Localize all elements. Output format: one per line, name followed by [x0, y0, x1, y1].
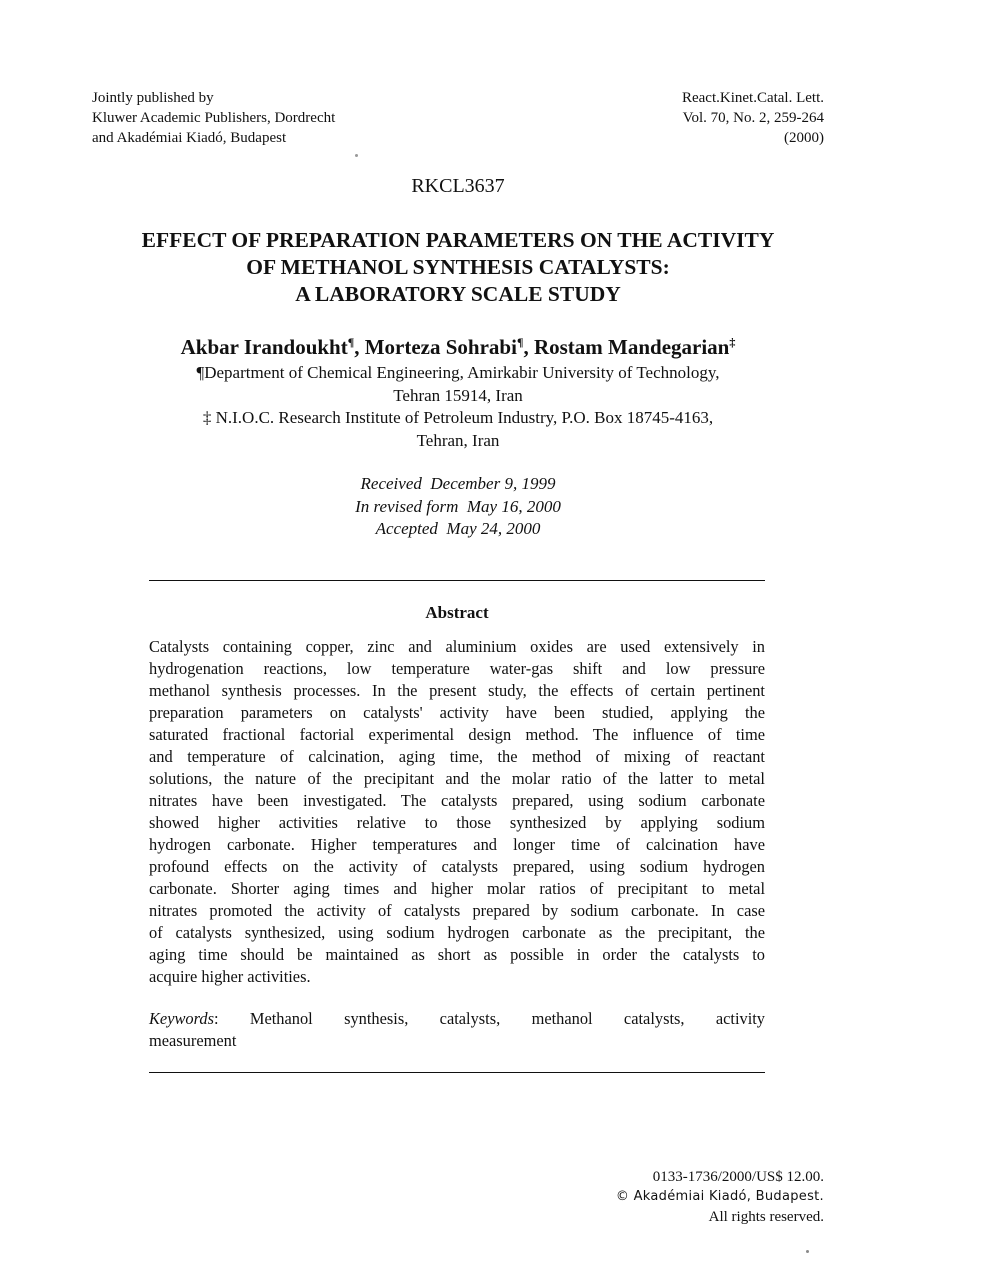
keywords: [149, 1008, 765, 1052]
abstract-line: nitrates promoted the activity of catalysts prepared by sodium carbonate. In case: [149, 901, 765, 920]
author-separator: ,: [354, 335, 365, 359]
accepted-date: Accepted May 24, 2000: [375, 519, 541, 538]
abstract-line: preparation parameters on catalysts' activity have been studied, applying the: [149, 703, 765, 722]
journal-citation: [682, 88, 824, 148]
abstract-line: hydrogenation reactions, low temperature water-gas shift and low pressure: [149, 659, 765, 678]
keywords-line-2: measurement: [149, 1031, 237, 1050]
abstract-line: of catalysts synthesized, using sodium hydrogen carbonate as the precipitant, the: [149, 923, 765, 942]
affiliation-mark: ¶: [516, 335, 524, 349]
article-code: RKCL3637: [411, 175, 505, 197]
abstract-line: saturated fractional factorial experimental design method. The influence of time: [149, 725, 765, 744]
abstract-line: Catalysts containing copper, zinc and aluminium oxides are used extensively in: [149, 637, 765, 656]
divider-bottom: [149, 1072, 765, 1073]
affiliation-line-3: ‡ N.I.O.C. Research Institute of Petroleum Industry, P.O. Box 18745-4163,: [202, 408, 714, 427]
affiliation-mark: ¶: [347, 335, 355, 349]
price-code: 0133-1736/2000/US$ 12.00.: [652, 1169, 824, 1185]
publisher-info: [92, 88, 335, 148]
abstract-line: aging time should be maintained as short as possible in order the catalysts to: [149, 945, 765, 964]
author-separator: ,: [523, 335, 534, 359]
author-list: [0, 334, 916, 360]
paper-title: [0, 227, 916, 308]
abstract-line: acquire higher activities.: [149, 967, 311, 986]
divider-top: [149, 580, 765, 581]
affiliation-line-2: Tehran 15914, Iran: [393, 385, 523, 405]
author-name: Morteza Sohrabi: [364, 335, 517, 359]
scan-speck: [355, 154, 358, 157]
abstract-line: and temperature of calcination, aging time, the method of mixing of reactant: [149, 747, 765, 766]
abstract-line: solutions, the nature of the precipitant and the molar ratio of the latter to metal: [149, 769, 765, 788]
abstract-line: carbonate. Shorter aging times and higher molar ratios of precipitant to metal: [149, 879, 765, 898]
received-date: Received December 9, 1999: [360, 474, 556, 493]
abstract-line: nitrates have been investigated. The catalysts prepared, using sodium carbonate: [149, 791, 765, 810]
publisher-line-1: Jointly published by: [92, 90, 214, 106]
manuscript-dates: [0, 473, 916, 541]
title-line-2: OF METHANOL SYNTHESIS CATALYSTS:: [246, 255, 670, 279]
affiliations: [0, 362, 916, 452]
keywords-label: Keywords: [149, 1009, 214, 1028]
publisher-line-2: Kluwer Academic Publishers, Dordrecht: [92, 110, 336, 126]
keywords-text: Methanol synthesis, catalysts, methanol catalysts, activity: [218, 1009, 765, 1028]
abstract-line: methanol synthesis processes. In the present study, the effects of certain pertinent: [149, 681, 765, 700]
abstract-line: profound effects on the activity of catalysts prepared, using sodium hydrogen: [149, 857, 765, 876]
journal-volume: Vol. 70, No. 2, 259-264: [682, 110, 824, 126]
keywords-colon: :: [213, 1009, 219, 1028]
affiliation-line-4: Tehran, Iran: [416, 430, 500, 450]
scan-speck: [806, 1250, 809, 1253]
affiliation-line-1: ¶Department of Chemical Engineering, Amirkabir University of Technology,: [196, 363, 720, 382]
abstract-line: hydrogen carbonate. Higher temperatures and longer time of calcination have: [149, 835, 765, 854]
keywords-line-1: [149, 1008, 765, 1030]
abstract-line: showed higher activities relative to those synthesized by applying sodium: [149, 813, 765, 832]
revised-date: In revised form May 16, 2000: [355, 496, 561, 516]
abstract-body: [149, 636, 765, 988]
journal-year: (2000): [784, 130, 824, 146]
copyright-holder: © Akadémiai Kiadó, Budapest.: [615, 1189, 824, 1204]
title-line-3: A LABORATORY SCALE STUDY: [295, 282, 621, 306]
author-name: Rostam Mandegarian: [533, 335, 730, 359]
title-line-1: EFFECT OF PREPARATION PARAMETERS ON THE ACTIVITY: [141, 228, 775, 252]
publisher-line-3: and Akadémiai Kiadó, Budapest: [92, 130, 287, 146]
rights-reserved: All rights reserved.: [708, 1209, 824, 1225]
journal-name: React.Kinet.Catal. Lett.: [681, 90, 824, 106]
author-name: Akbar Irandoukht: [180, 335, 348, 359]
affiliation-mark: ‡: [729, 335, 736, 349]
abstract-heading: Abstract: [425, 603, 489, 622]
copyright-notice: [616, 1167, 824, 1227]
